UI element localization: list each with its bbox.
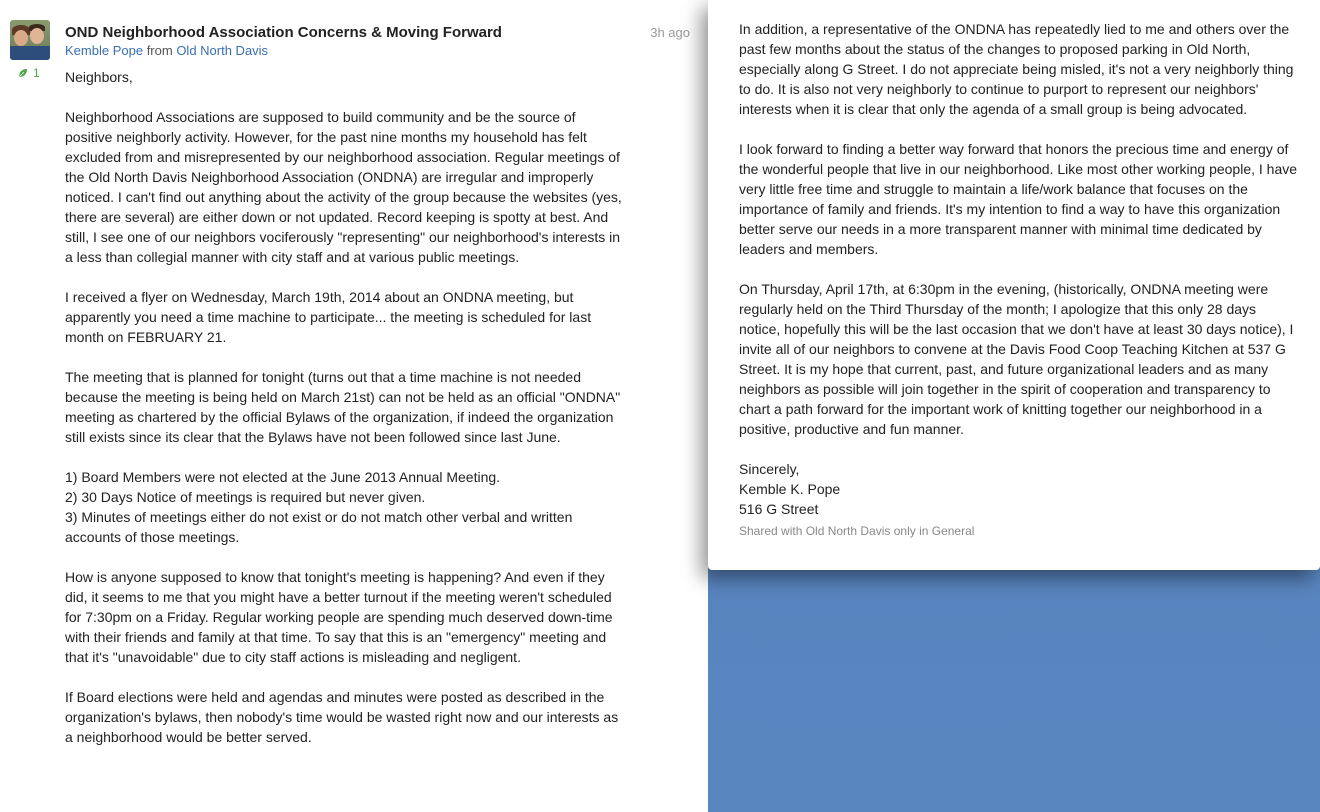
avatar-face-right xyxy=(30,28,44,44)
popup-body xyxy=(739,19,1299,540)
popup-paragraph: In addition, a representative of the ONDNA has repeatedly lied to me and others over the past few months about the status of the changes to proposed parking in Old North, especially along G Street. I do not appreciate being misled, it's not a very neighborly thing to do. It is also not very neighborly to continue to purport to represent our neighbors' interests when it is clear that only the agenda of a small group is being advocated. xyxy=(739,21,1294,117)
background-area xyxy=(708,0,1320,812)
post-paragraph: The meeting that is planned for tonight (turns out that a time machine is not needed because the meeting is being held on March 21st) can not be held as an official "ONDNA" meeting as chartered by the official Bylaws of the organization, if indeed the organization still exists since its clear that the Bylaws have not been followed since last June. xyxy=(65,369,621,445)
thanks-counter[interactable] xyxy=(18,66,40,80)
signature-closing: Sincerely, xyxy=(739,461,800,477)
post-paragraph: How is anyone supposed to know that tonight's meeting is happening? And even if they did, it seems to me that you might have a better turnout if the meeting weren't scheduled for 7:30pm on a Friday. Regular working people are spending much deserved down-time with their friends and family at that time. To say that this is an "emergency" meeting and that it's "unavoidable" due to city staff actions is misleading and negligent. xyxy=(65,569,613,665)
post-body xyxy=(65,67,625,767)
post-paragraph: Neighborhood Associations are supposed to build community and be the source of positive neighborly activity. However, for the past nine months my household has felt excluded from and misrepresented by our neighborhood association. Regular meetings of the Old North Davis Neighborhood Association (ONDNA) are irregular and improperly noticed. I can't find out anything about the activity of the group because the websites (yes, there are several) are either down or not updated. Record keeping is spotty at best. And still, I see one of our neighbors vociferously "representing" our neighborhood's interests in a less than collegial manner with city staff and at various public meetings. xyxy=(65,109,622,265)
post-paragraph: If Board elections were held and agendas and minutes were posted as described in the organization's bylaws, then nobody's time would be wasted right now and our interests as a neighborhood would be better served. xyxy=(65,689,619,745)
post-timestamp[interactable]: 3h ago xyxy=(650,25,690,40)
from-word: from xyxy=(146,43,173,58)
post-title[interactable]: OND Neighborhood Association Concerns & Moving Forward xyxy=(65,24,502,41)
post-list xyxy=(65,467,625,547)
post-paragraph: Neighbors, xyxy=(65,69,133,85)
neighborhood-link[interactable]: Old North Davis xyxy=(176,43,269,58)
avatar-shirt xyxy=(10,46,50,60)
popup-paragraph: On Thursday, April 17th, at 6:30pm in the evening, (historically, ONDNA meeting were regularly held on the Third Thursday of the month; I apologize that this only 28 days notice, hopefully this will be the last occasion that we don't have at least 30 days notice), I invite all of our neighbors to convene at the Davis Food Coop Teaching Kitchen at 537 G Street. It is my hope that current, past, and future organizational leaders and as many neighbors as possible will join together in the spirit of cooperation and transparency to chart a path forward for the important work of knitting together our neighborhood in a positive, productive and fun manner. xyxy=(739,281,1294,437)
post-paragraph: I received a flyer on Wednesday, March 19th, 2014 about an ONDNA meeting, but apparently you need a time machine to participate... the meeting is scheduled for last month on FEBRUARY 21. xyxy=(65,289,592,345)
leaf-icon xyxy=(18,68,28,78)
signature-address: 516 G Street xyxy=(739,501,819,517)
list-item: 3) Minutes of meetings either do not exist or do not match other verbal and written accounts of those meetings. xyxy=(65,509,573,545)
signature-block xyxy=(739,459,1299,519)
author-link[interactable]: Kemble Pope xyxy=(65,43,144,58)
list-item: 2) 30 Days Notice of meetings is required but never given. xyxy=(65,489,426,505)
signature-name: Kemble K. Pope xyxy=(739,481,841,497)
author-avatar[interactable] xyxy=(10,20,50,60)
list-item: 1) Board Members were not elected at the June 2013 Annual Meeting. xyxy=(65,469,501,485)
post-continuation-popup xyxy=(708,0,1320,570)
post-byline xyxy=(65,43,268,59)
thanks-count: 1 xyxy=(33,66,40,80)
popup-paragraph: I look forward to finding a better way forward that honors the precious time and energy of the wonderful people that live in our neighborhood. Like most other working people, I have very little free time and struggle to maintain a life/work balance that focuses on the importance of family and friends. It's my intention to find a way to have this organization better serve our needs in a more transparent manner with minimal time dedicated by leaders and members. xyxy=(739,141,1298,257)
avatar-face-left xyxy=(14,30,28,46)
shared-with-label[interactable]: Shared with Old North Davis only in General xyxy=(739,524,975,538)
